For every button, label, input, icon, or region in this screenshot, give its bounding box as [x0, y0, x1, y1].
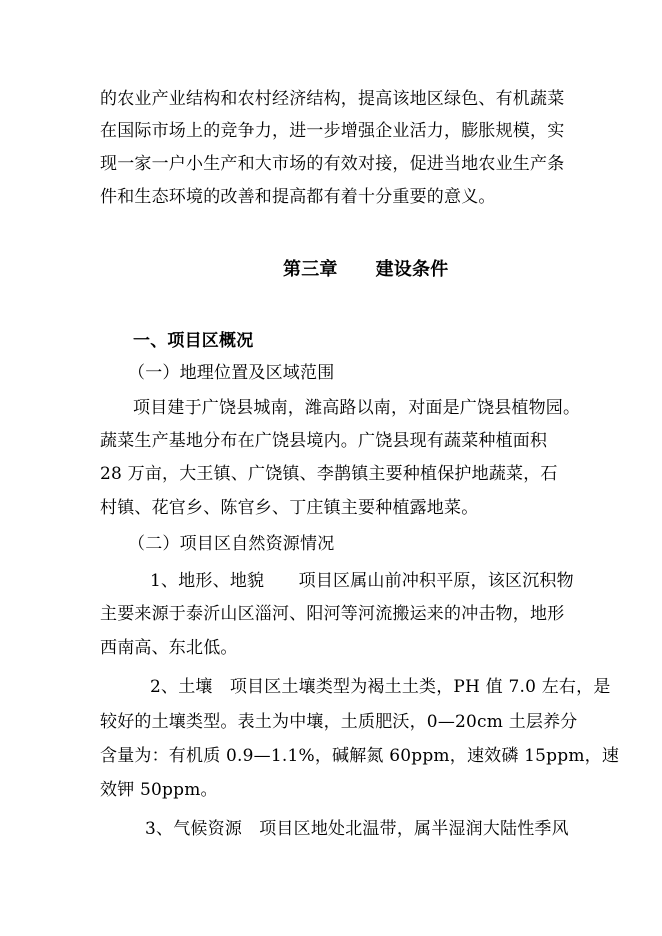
paragraph-line: 含量为：有机质 0.9—1.1%，碱解氮 60ppm，速效磷 15ppm，速 — [100, 746, 620, 766]
paragraph-line: 现一家一户小生产和大市场的有效对接，促进当地农业生产条 — [100, 154, 565, 174]
paragraph-line: 效钾 50ppm。 — [100, 780, 218, 800]
paragraph-line: 28 万亩，大王镇、广饶镇、李鹊镇主要种植保护地蔬菜，石 — [100, 464, 558, 484]
paragraph-line: 1、地形、地貌 项目区属山前冲积平原，该区沉积物 — [150, 571, 574, 591]
paragraph-line: 蔬菜生产基地分布在广饶县境内。广饶县现有蔬菜种植面积 — [100, 431, 548, 451]
subsection-heading: （一）地理位置及区域范围 — [128, 363, 335, 383]
paragraph-line: 项目建于广饶县城南，潍高路以南，对面是广饶县植物园。 — [133, 398, 581, 418]
chapter-number: 第三章 — [283, 259, 338, 280]
paragraph-line: 主要来源于泰沂山区淄河、阳河等河流搬运来的冲击物，地形 — [100, 604, 565, 624]
paragraph-line: 的农业产业结构和农村经济结构，提高该地区绿色、有机蔬菜 — [100, 89, 565, 109]
paragraph-line: 西南高、东北低。 — [100, 638, 238, 658]
subsection-heading: （二）项目区自然资源情况 — [128, 534, 335, 554]
paragraph-line: 村镇、花官乡、陈官乡、丁庄镇主要种植露地菜。 — [100, 498, 479, 518]
paragraph-line: 3、气候资源 项目区地处北温带，属半湿润大陆性季风 — [145, 819, 569, 839]
paragraph-line: 2、土壤 项目区土壤类型为褐土土类，PH 值 7.0 左右，是 — [150, 677, 611, 697]
paragraph-line: 件和生态环境的改善和提高都有着十分重要的意义。 — [100, 187, 496, 207]
paragraph-line: 在国际市场上的竞争力，进一步增强企业活力，膨胀规模，实 — [100, 121, 565, 141]
chapter-title: 建设条件 — [375, 259, 449, 280]
section-heading: 一、项目区概况 — [133, 331, 254, 351]
chapter-heading — [283, 259, 448, 281]
paragraph-line: 较好的土壤类型。表土为中壤，土质肥沃，0—20cm 土层养分 — [100, 712, 578, 732]
